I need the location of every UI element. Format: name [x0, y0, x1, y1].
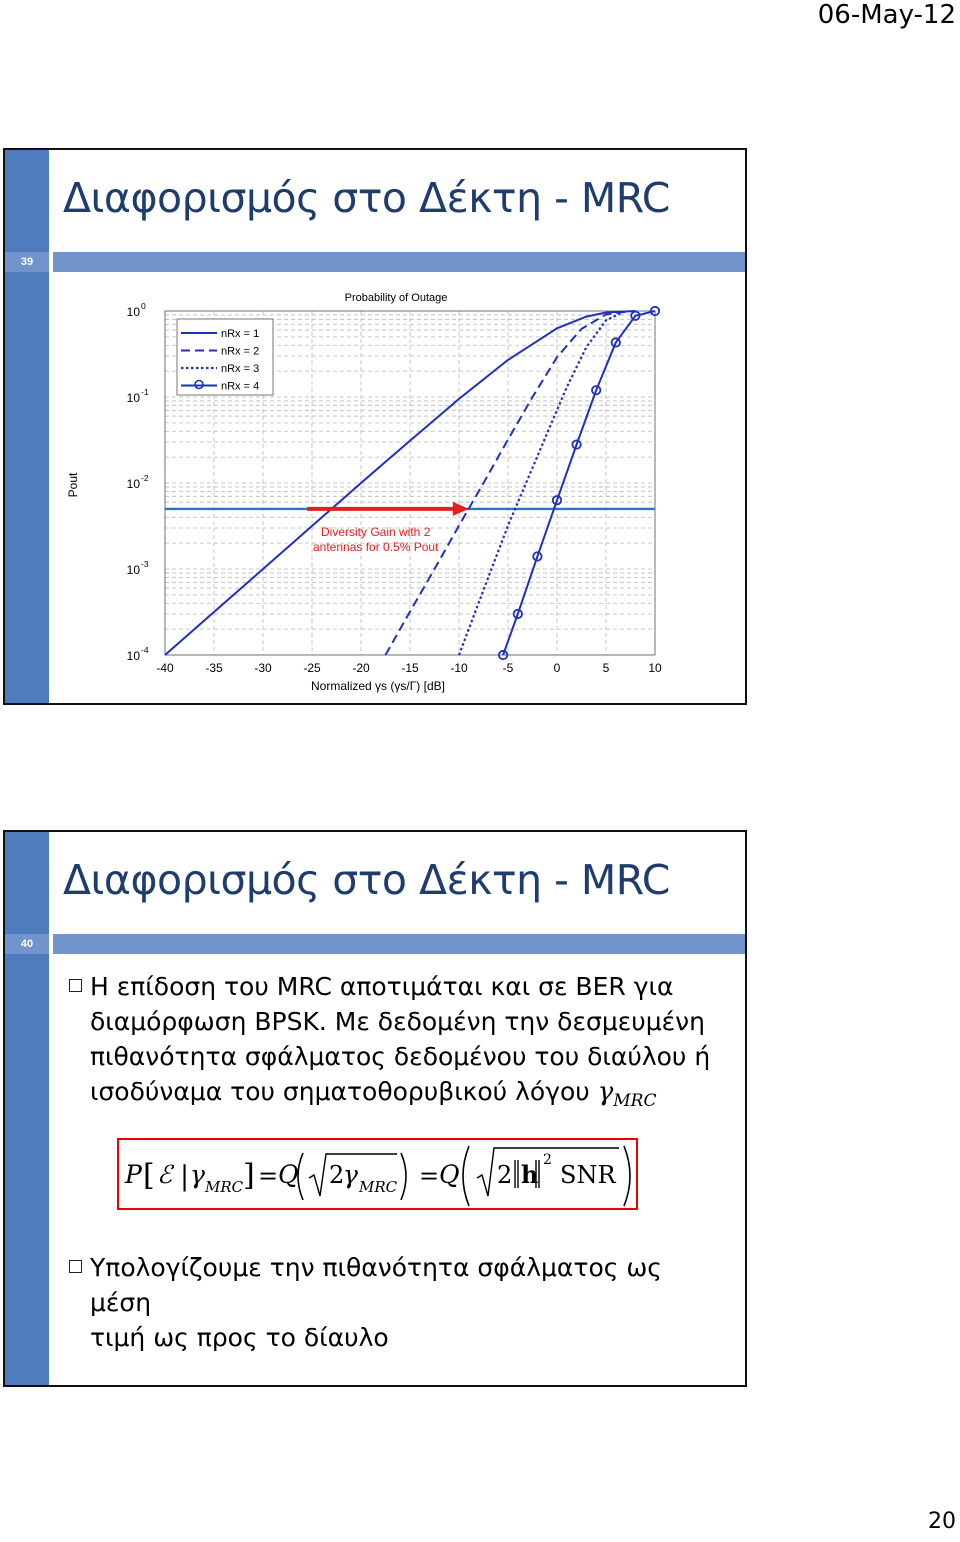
formula-eq: = [258, 1162, 279, 1190]
formula-paren [463, 1146, 469, 1206]
bullet-text [90, 969, 720, 1119]
annotation-line-1: Diversity Gain with 2 [321, 525, 431, 540]
slide-title: Διαφορισμός στο Δέκτη - MRC [63, 174, 670, 222]
formula-bracket-close: ] [243, 1158, 255, 1193]
bullet-line: πιθανότητα σφάλματος δεδομένου του διαύλου ή [90, 1042, 711, 1071]
formula-paren [298, 1153, 303, 1200]
x-tick-label: -40 [156, 661, 174, 675]
y-tick-exponent: 0 [141, 301, 146, 311]
chart-title: Probability of Outage [344, 292, 448, 304]
x-tick-label: 5 [602, 661, 610, 675]
y-tick-label: 10 [126, 477, 140, 491]
formula-h: h [521, 1160, 539, 1189]
page-number: 20 [928, 1509, 956, 1534]
x-tick-label: -30 [254, 661, 272, 675]
bullet-square-icon [69, 1260, 82, 1273]
bullet-line [90, 1074, 720, 1119]
x-tick-label: -25 [303, 661, 321, 675]
formula-snr: SNR [560, 1161, 616, 1189]
formula-bracket-open: [ [143, 1158, 155, 1193]
formula-paren [624, 1146, 630, 1206]
annotation-line-2: antennas for 0.5% Pout [312, 540, 439, 555]
formula-eq2: = [419, 1162, 440, 1190]
y-tick-label: 10 [126, 391, 140, 405]
formula-two2: 2 [497, 1161, 513, 1189]
formula-gamma: γ [190, 1160, 205, 1189]
header-date: 06-May-12 [817, 0, 956, 30]
legend-label: nRx = 3 [221, 363, 260, 375]
slide-sidebar [5, 150, 49, 703]
bullet-text [90, 1250, 720, 1355]
legend-label: nRx = 4 [221, 380, 260, 393]
x-tick-label: -35 [205, 661, 223, 675]
slide-40 [3, 830, 747, 1387]
slide-number: 39 [20, 256, 34, 268]
formula-paren [401, 1153, 406, 1200]
band-gap [49, 252, 53, 272]
slide-number: 40 [20, 938, 34, 950]
bullet-line: Η επίδοση του MRC αποτιμάται και σε BER για [90, 972, 674, 1001]
legend-label: nRx = 2 [221, 345, 260, 358]
formula-two: 2 [329, 1161, 345, 1189]
formula-P: P [125, 1160, 142, 1189]
bullet-square-icon [69, 979, 82, 992]
ber-formula-box [117, 1138, 638, 1210]
formula-sub2: MRC [359, 1178, 398, 1196]
gamma-symbol: γ [597, 1077, 614, 1107]
y-tick-exponent: -3 [141, 559, 149, 569]
legend-label: nRx = 1 [221, 328, 260, 340]
y-tick-exponent: -4 [141, 645, 149, 655]
bullet-line: διαμόρφωση BPSK. Με δεδομένη την δεσμευμένη [90, 1007, 705, 1036]
formula-gamma2: γ [343, 1160, 358, 1189]
slide-title-band [5, 934, 745, 954]
y-axis-label: Pout [66, 472, 80, 498]
slide-title: Διαφορισμός στο Δέκτη - MRC [63, 856, 670, 904]
y-tick-label: 10 [126, 649, 140, 663]
slide-39 [3, 148, 747, 705]
x-tick-label: 0 [553, 661, 561, 675]
x-tick-label: -5 [502, 661, 514, 675]
slide-sidebar [5, 832, 49, 1385]
x-axis-label: Normalized γs (γs/Γ) [dB] [311, 679, 445, 693]
slide-title-band [5, 252, 745, 272]
band-gap [49, 934, 53, 954]
y-tick-label: 10 [126, 563, 140, 577]
gamma-subscript: MRC [613, 1091, 657, 1111]
y-tick-label: 10 [126, 305, 140, 319]
y-tick-exponent: -2 [141, 473, 149, 483]
bullet-line: Υπολογίζουμε την πιθανότητα σφάλματος ως μέση [90, 1253, 662, 1317]
formula-sq: 2 [543, 1152, 552, 1168]
formula-sub: MRC [205, 1178, 244, 1196]
formula-Q2: Q [439, 1160, 460, 1189]
y-tick-exponent: -1 [141, 387, 149, 397]
formula-Q: Q [278, 1160, 299, 1189]
x-tick-label: -15 [401, 661, 419, 675]
outage-chart [51, 278, 747, 702]
x-tick-label: -20 [352, 661, 370, 675]
x-tick-label: -10 [450, 661, 468, 675]
formula-bar: | [180, 1161, 190, 1192]
formula-E: ℰ [157, 1160, 173, 1189]
ber-formula [119, 1140, 635, 1208]
bullet-line-text: ισοδύναμα του σηματοθορυβικού λόγου [90, 1077, 590, 1106]
x-tick-label: 10 [648, 661, 662, 675]
bullet-line: τιμή ως προς το δίαυλο [90, 1323, 389, 1352]
